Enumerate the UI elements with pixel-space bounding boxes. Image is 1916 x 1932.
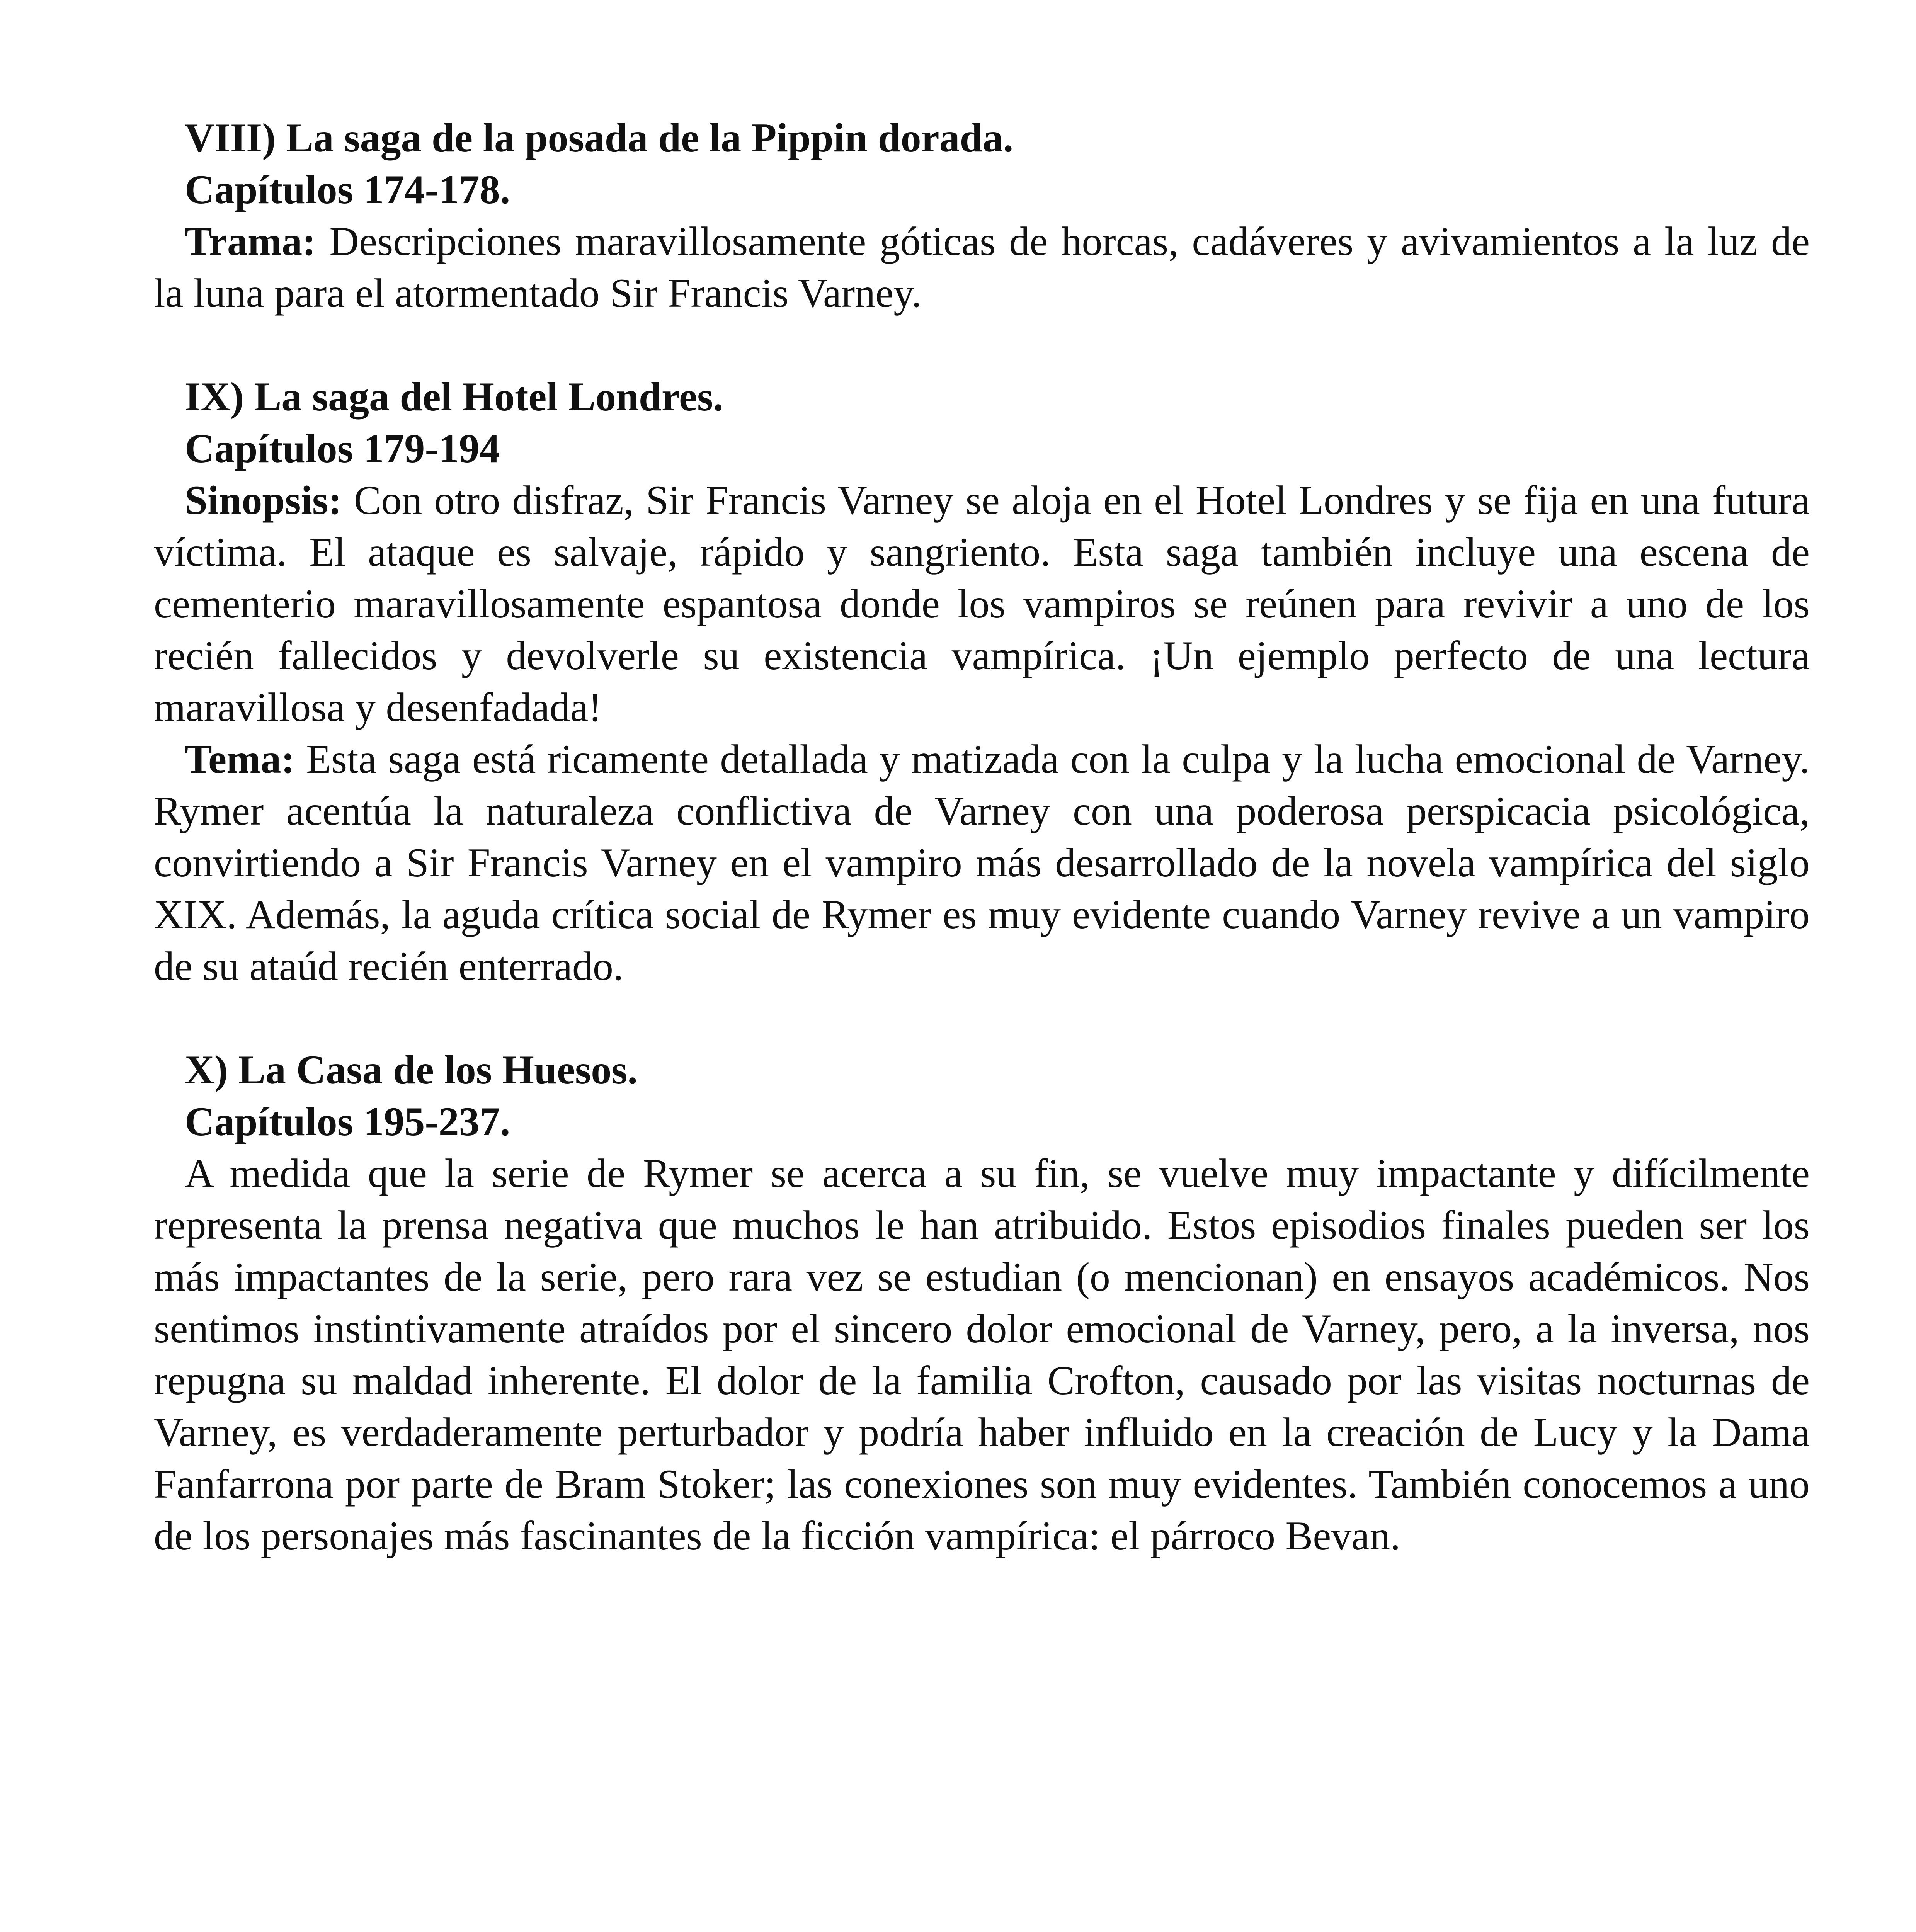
paragraph-sinopsis <box>154 474 1810 733</box>
paragraph-trama <box>154 216 1810 319</box>
section-chapters: Capítulos 195-237. <box>185 1099 510 1144</box>
section-title: VIII) La saga de la posada de la Pippin dorada. <box>185 115 1014 160</box>
paragraph-text: Con otro disfraz, Sir Francis Varney se aloja en el Hotel Londres y se fija en una futura víctima. El ataque es salvaje, rápido y sangriento. Esta saga también incluye una escena de cementerio maravillosamente espantosa donde los vampiros se reúnen para revivir a uno de los recién fallecidos y devolverle su existencia vampírica. ¡Un ejemplo perfecto de una lectura maravillosa y desenfadada! <box>154 478 1810 730</box>
section-ix <box>154 371 1810 992</box>
paragraph-label: Sinopsis: <box>185 478 342 523</box>
paragraph-text: Esta saga está ricamente detallada y matizada con la culpa y la lucha emocional de Varney. Rymer acentúa la naturaleza conflictiva de Varney con una poderosa perspicacia psicológica, convirtiendo a Sir Francis Varney en el vampiro más desarrollado de la novela vampírica del siglo XIX. Además, la aguda crítica social de Rymer es muy evidente cuando Varney revive a un vampiro de su ataúd recién enterrado. <box>154 736 1810 989</box>
paragraph-tema <box>154 733 1810 992</box>
section-x <box>154 1044 1810 1562</box>
paragraph-label: Trama: <box>185 219 316 264</box>
section-title: IX) La saga del Hotel Londres. <box>185 374 723 419</box>
paragraph-text: Descripciones maravillosamente góticas de horcas, cadáveres y avivamientos a la luz de la luna para el atormentado Sir Francis Varney. <box>154 219 1810 316</box>
section-chapters: Capítulos 179-194 <box>185 426 500 471</box>
paragraph-body <box>154 1148 1810 1562</box>
section-viii <box>154 112 1810 319</box>
paragraph-label: Tema: <box>185 736 295 782</box>
section-chapters: Capítulos 174-178. <box>185 167 510 212</box>
paragraph-text: A medida que la serie de Rymer se acerca a su fin, se vuelve muy impactante y difícilmente representa la prensa negativa que muchos le han atribuido. Estos episodios finales pueden ser los más impactantes de la serie, pero rara vez se estudian (o mencionan) en ensayos académicos. Nos sentimos instintivamente atraídos por el sincero dolor emocional de Varney, pero, a la inversa, nos repugna su maldad inherente. El dolor de la familia Crofton, causado por las visitas nocturnas de Varney, es verdaderamente perturbador y podría haber influido en la creación de Lucy y la Dama Fanfarrona por parte de Bram Stoker; las conexiones son muy evidentes. También conocemos a uno de los personajes más fascinantes de la ficción vampírica: el párroco Bevan. <box>154 1151 1810 1558</box>
section-title: X) La Casa de los Huesos. <box>185 1047 638 1092</box>
page-content <box>154 112 1810 1614</box>
